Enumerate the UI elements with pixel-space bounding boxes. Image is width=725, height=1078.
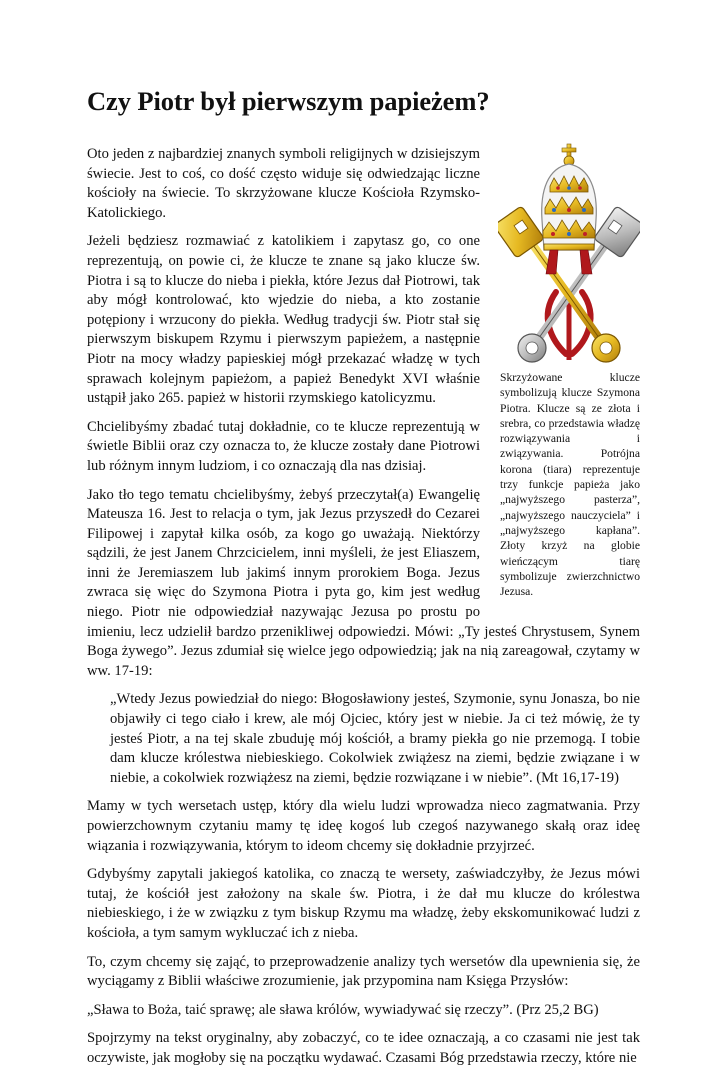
proverb-quote: „Sława to Boża, taić sprawę; ale sława królów, wywiadywać się rzeczy”. (Prz 25,2 BG) <box>87 1001 599 1018</box>
paragraph-3: Chcielibyśmy zbadać tutaj dokładnie, co te klucze reprezentują w świetle Biblii oraz czy oznacza to, że klucze zostały dane Piotrowi lub różnym innym ludziom, i co oznaczają dla nas dzisiaj. <box>87 418 480 474</box>
document-page <box>87 85 640 1078</box>
paragraph-6: Gdybyśmy zapytali jakiegoś katolika, co znaczą te wersety, zaświadczyłby, że Jezus mówi tutaj, że kościół jest założony na skale św. Piotra, i że dał mu klucze do królestwa niebieskiego, i że w związku z tym biskup Rzymu ma władzę, żeby ekskomunikować ludzi z kościoła, a tym samym wykluczać ich z nieba. <box>87 866 640 941</box>
figure-caption: Skrzyżowane klucze symbolizują klucze Szymona Piotra. Klucze są ze złota i srebra, co przedstawia władzę rozwiązywania i związywania. Potrójna korona (tiara) reprezentuje trzy funkcje papieża jako „najwyższego pasterza”, „najwyższego nauczyciela” i „najwyższego kapłana”. Złoty krzyż na globie wieńczącym tiarę symbolizuje zwierzchnictwo Jezusa. <box>500 371 640 599</box>
paragraph-1: Oto jeden z najbardziej znanych symboli religijnych w dzisiejszym świecie. Jest to coś, co dość często widuje się odwiedzając liczne kościoły na świecie. To skrzyżowane klucze Kościoła Rzymsko-Katolickiego. <box>87 146 480 221</box>
papal-keys-emblem-icon <box>498 142 640 367</box>
paragraph-7: To, czym chcemy się zająć, to przeprowadzenie analizy tych wersetów dla upewnienia się, że wyciągamy z Biblii właściwe zrozumienie, jak przypomina nam Księga Przysłów: <box>87 953 640 990</box>
paragraph-2: Jeżeli będziesz rozmawiać z katolikiem i zapytasz go, co one reprezentują, on powie ci, że klucze te znane są jako klucze św. Piotra i są to klucze do nieba i piekła, które Jezus dał Piotrowi, tak aby mógł kontrolować, kto wjedzie do nieba, a kto zostanie potępiony i wrzucony do piekła. Według tradycji św. Piotr stał się pierwszym biskupem Rzymu i pierwszym papieżem, a następnie Piotr na mocy władzy papieskiej mógł przekazać władzę w tych sprawach kolejnym papieżom, a papież Benedykt XVI właśnie ustąpił jako 265. papież w historii rzymskiego katolicyzmu. <box>87 233 480 407</box>
article-body <box>87 145 640 1069</box>
page-title: Czy Piotr był pierwszym papieżem? <box>87 86 490 116</box>
paragraph-5: Mamy w tych wersetach ustęp, który dla wielu ludzi wprowadza nieco zagmatwania. Przy powierzchownym czytaniu mamy tę ideę kogoś lub czegoś nazywanego skałą oraz ideę wiązania i rozwiązywania, którym to ideom chcemy się dokładnie przyjrzeć. <box>87 798 640 854</box>
figure <box>498 142 640 599</box>
bible-quote: „Wtedy Jezus powiedział do niego: Błogosławiony jesteś, Szymonie, synu Jonasza, bo nie objawiły ci tego ciało i krew, ale mój Ojciec, który jest w niebie. Ja ci też mówię, że ty jesteś Piotr, a na tej skale zbuduję mój kościół, a bramy piekła go nie przemogą. I tobie dam klucze królestwa niebieskiego. Cokolwiek zwiążesz na ziemi, będzie związane i w niebie, a cokolwiek rozwiążesz na ziemi, będzie rozwiązane i w niebie”. (Mt 16,17-19) <box>110 691 640 786</box>
paragraph-8: Spojrzymy na tekst oryginalny, aby zobaczyć, co te idee oznaczają, a co czasami nie jest tak oczywiste, jak mogłoby się na początku wydawać. Czasami Bóg przedstawia rzeczy, które nie <box>87 1030 640 1066</box>
paragraph-4: Jako tło tego tematu chcielibyśmy, żebyś przeczytał(a) Ewangelię Mateusza 16. Jest to relacja o tym, jak Jezus przyszedł do Cezarei Filipowej i zapytał kilka osób, za kogo go uważają. Niektórzy sądzili, że jest Janem Chrzcicielem, inni myśleli, że jest Eliaszem, inni że Jeremiaszem lub jakimś innym prorokiem Boga. Jezus zwraca się więc do Szymona Piotra i pyta go, kim jest według niego. Piotr nie odpowiedział nazywając Jezusa po prostu po imieniu, lecz udzielił bardzo przenikliwej odpowiedzi. Mówi: „Ty jesteś Chrystusem, Synem Boga żywego”. Jezus zdumiał się wielce jego odpowiedzią; jak na nią zareagował, czytamy w ww. 17-19: <box>87 486 640 679</box>
